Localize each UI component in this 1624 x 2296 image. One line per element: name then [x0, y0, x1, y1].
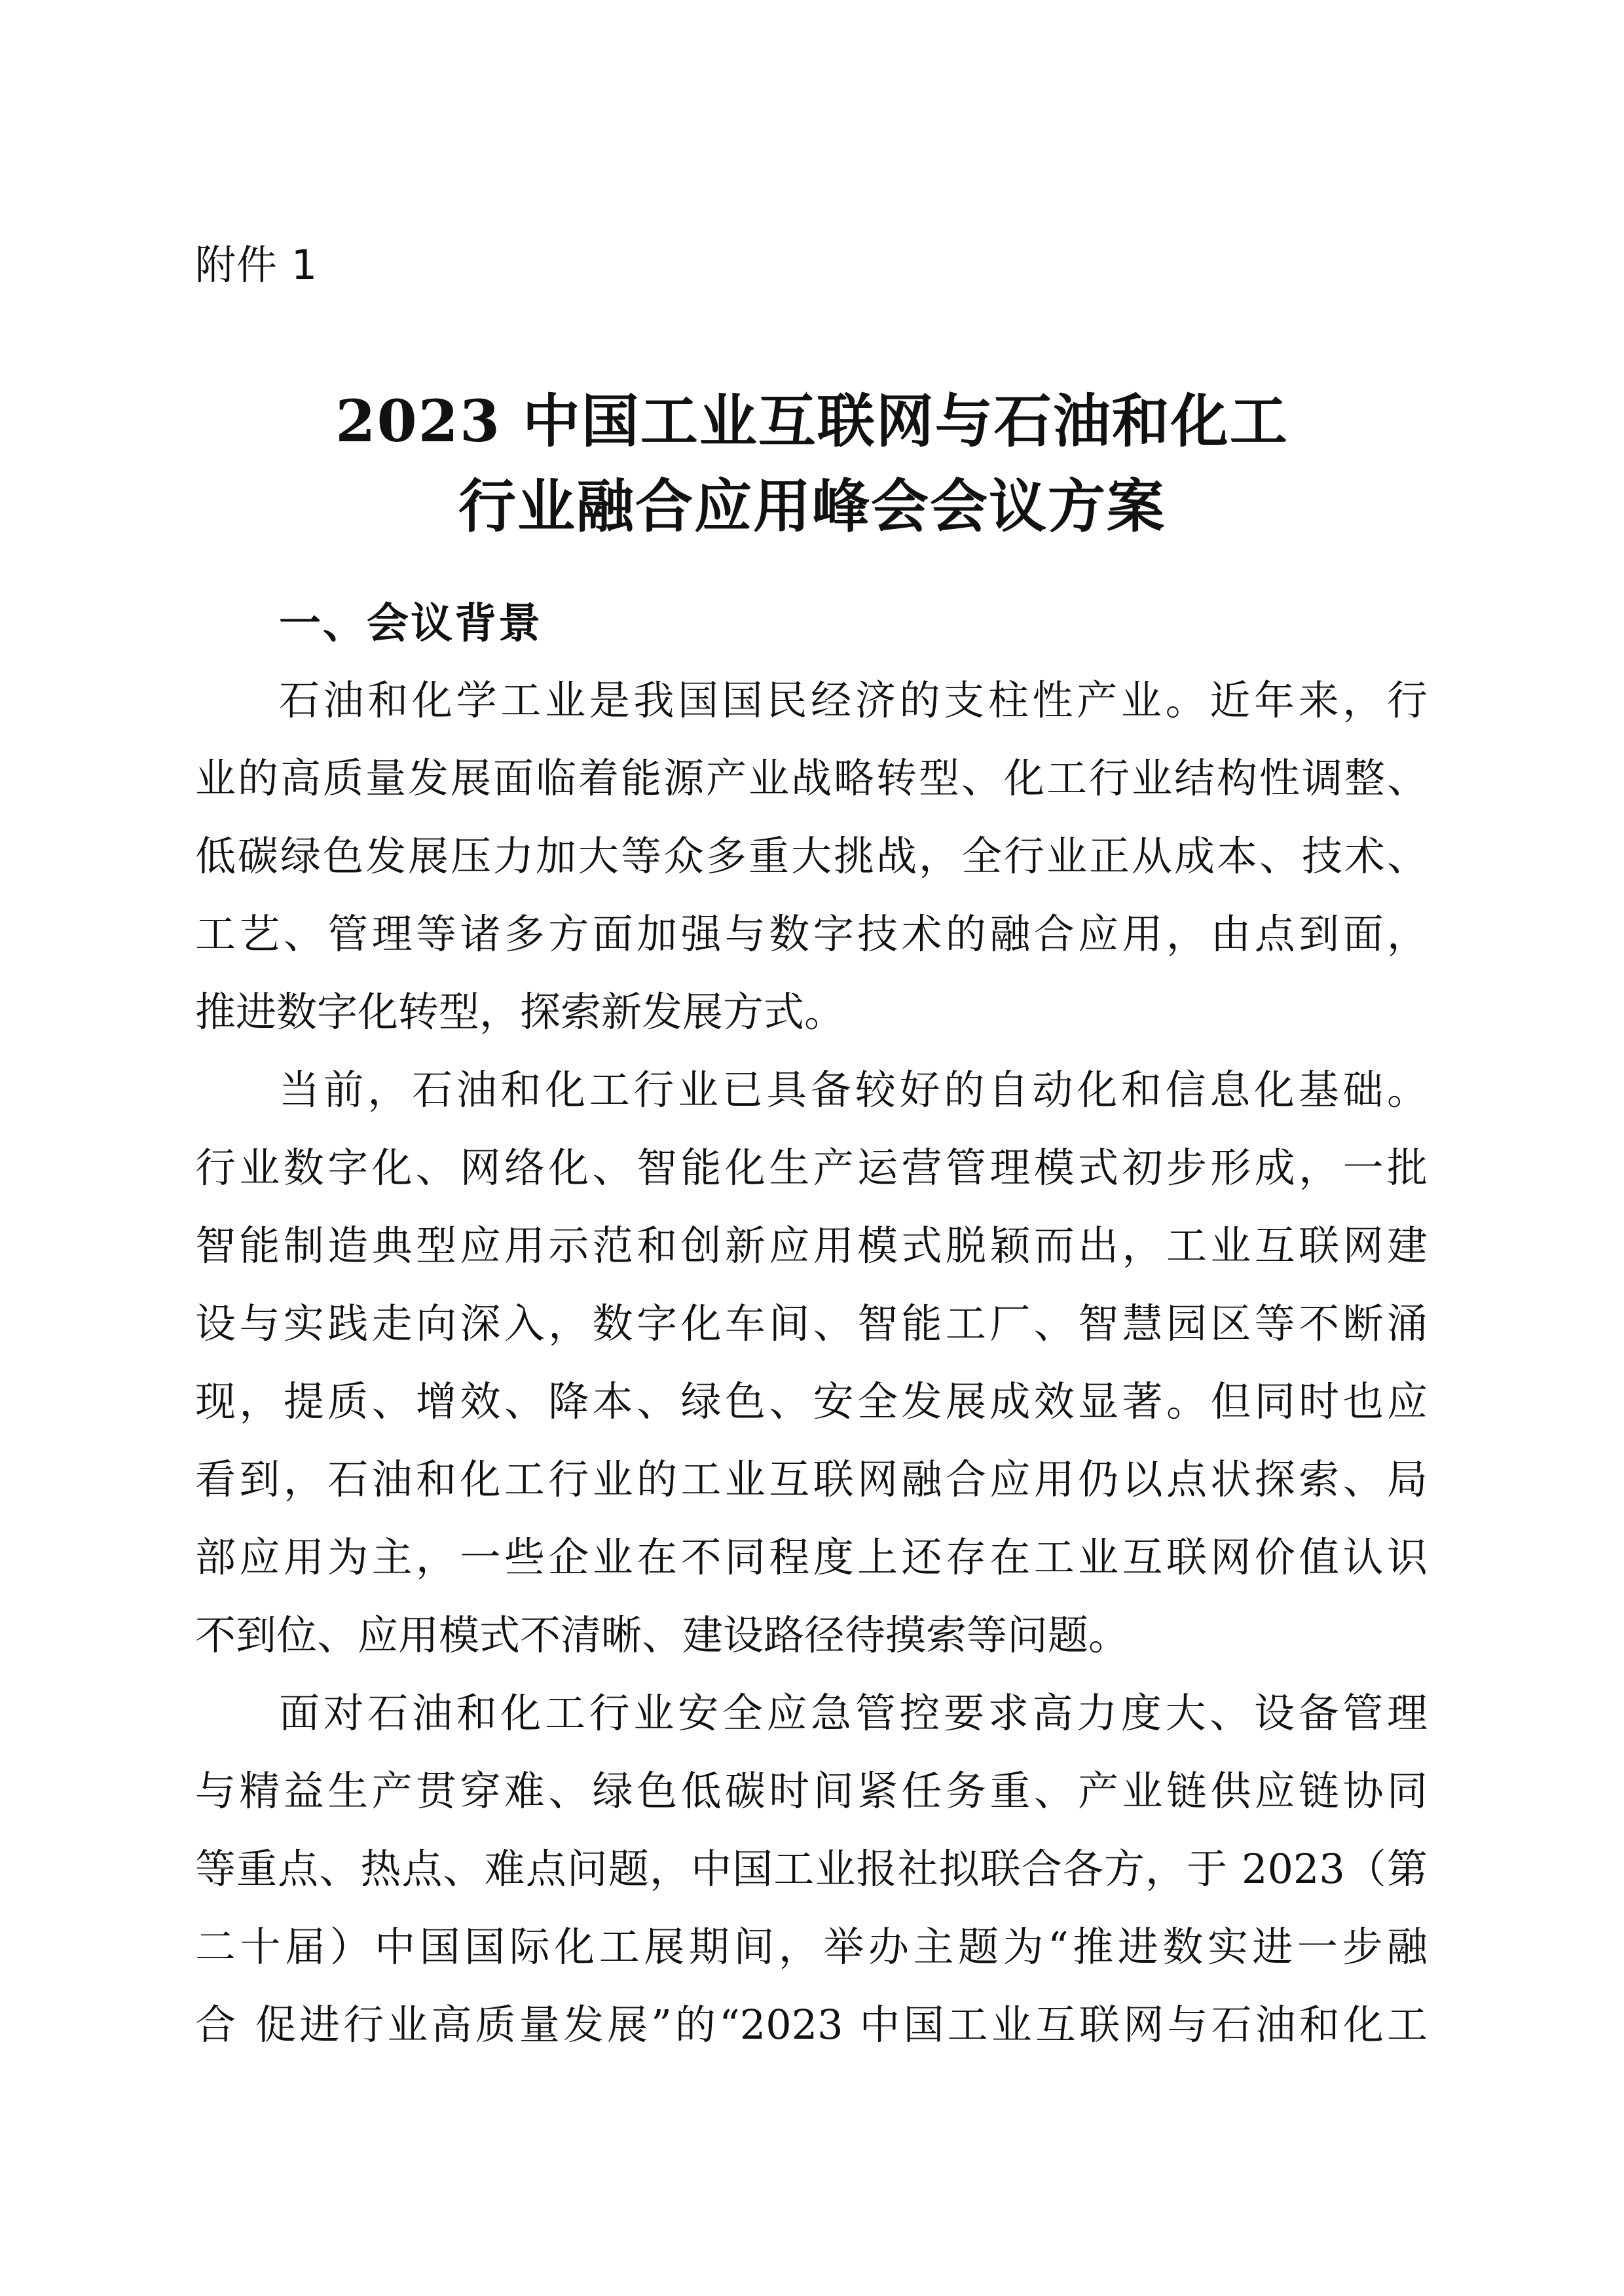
paragraph-1-line: 业的高质量发展面临着能源产业战略转型、化工行业结构性调整、 — [195, 754, 1428, 802]
paragraph-1-line: 工艺、管理等诸多方面加强与数字技术的融合应用，由点到面， — [195, 910, 1428, 958]
paragraph-1-line: 低碳绿色发展压力加大等众多重大挑战，全行业正从成本、技术、 — [195, 832, 1428, 880]
document-title-line-1: 2023 中国工业互联网与石油和化工 — [335, 387, 1289, 455]
paragraph-2-line: 不到位、应用模式不清晰、建设路径待摸索等问题。 — [195, 1611, 1130, 1659]
paragraph-3-line: 等重点、热点、难点问题，中国工业报社拟联合各方，于 2023（第 — [195, 1845, 1428, 1893]
paragraph-3-line: 合 促进行业高质量发展”的“2023 中国工业互联网与石油和化工 — [195, 2001, 1428, 2049]
paragraph-1-line: 推进数字化转型，探索新发展方式。 — [195, 988, 845, 1036]
paragraph-3-line: 与精益生产贯穿难、绿色低碳时间紧任务重、产业链供应链协同 — [195, 1767, 1428, 1815]
paragraph-3-line: 面对石油和化工行业安全应急管控要求高力度大、设备管理 — [279, 1689, 1428, 1737]
section-heading-background: 一、会议背景 — [279, 600, 542, 648]
paragraph-2-line: 智能制造典型应用示范和创新应用模式脱颖而出，工业互联网建 — [195, 1222, 1428, 1269]
attachment-label: 附件 1 — [195, 241, 318, 289]
paragraph-2-line: 当前，石油和化工行业已具备较好的自动化和信息化基础。 — [279, 1066, 1428, 1114]
paragraph-2-line: 行业数字化、网络化、智能化生产运营管理模式初步形成，一批 — [195, 1144, 1428, 1192]
paragraph-2-line: 现，提质、增效、降本、绿色、安全发展成效显著。但同时也应 — [195, 1377, 1428, 1425]
paragraph-2-line: 看到，石油和化工行业的工业互联网融合应用仍以点状探索、局 — [195, 1455, 1428, 1503]
paragraph-1-line: 石油和化学工业是我国国民经济的支柱性产业。近年来，行 — [279, 676, 1428, 724]
paragraph-2-line: 部应用为主，一些企业在不同程度上还存在工业互联网价值认识 — [195, 1533, 1428, 1581]
paragraph-2-line: 设与实践走向深入，数字化车间、智能工厂、智慧园区等不断涌 — [195, 1300, 1428, 1347]
paragraph-3-line: 二十届）中国国际化工展期间，举办主题为“推进数实进一步融 — [195, 1923, 1428, 1971]
document-title-line-2: 行业融合应用峰会会议方案 — [458, 472, 1166, 540]
